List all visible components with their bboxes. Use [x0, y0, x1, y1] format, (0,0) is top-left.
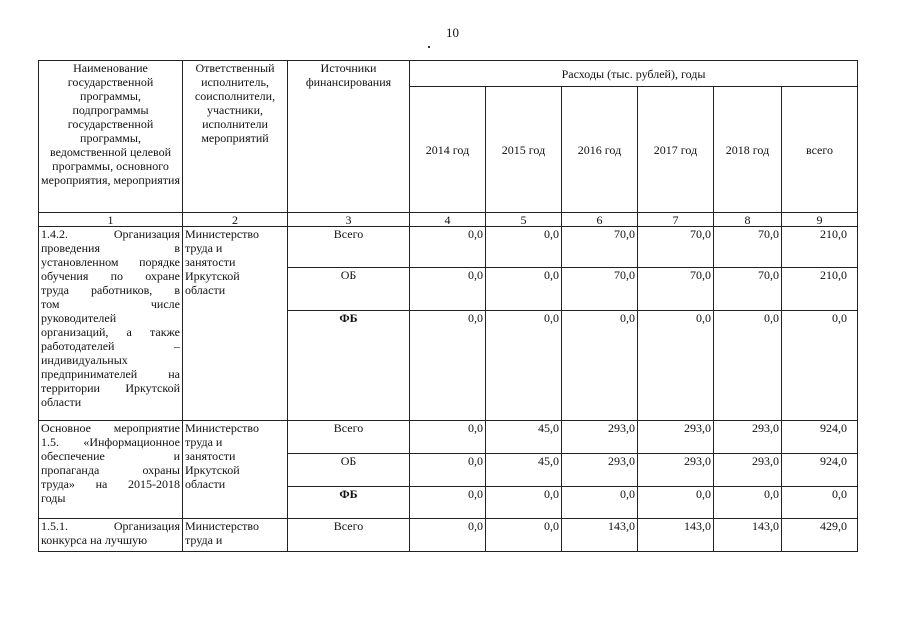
activity-name-line: 1.5. «Информационное	[41, 435, 180, 449]
header-expenses: Расходы (тыс. рублей), годы	[410, 61, 858, 87]
responsible-line: Иркутской	[185, 269, 240, 283]
activity-name-line: обеспечение и	[41, 449, 180, 463]
budget-table	[38, 60, 858, 552]
activity-name-line: труда» на 2015-2018	[41, 477, 180, 491]
activity-name-line: проведения в	[41, 241, 180, 255]
responsible-line: области	[185, 283, 226, 297]
activity-name-line: предпринимателей на	[41, 367, 180, 381]
activity-name-line: работодателей –	[41, 339, 180, 353]
table-row	[39, 421, 858, 454]
activity-name-line: территории Иркутской	[41, 381, 180, 395]
funding-source: Всего	[288, 227, 410, 268]
year-value: 45,0	[486, 454, 562, 487]
total-value: 210,0	[782, 268, 858, 311]
column-number: 1	[39, 213, 183, 227]
header-name: Наименование государственной программы, подпрограммы государственной программы, ведомственной целевой программы, основного мероприятия, мероприятия	[39, 61, 183, 213]
funding-source: ФБ	[288, 487, 410, 519]
activity-name-line: пропаганда охраны	[41, 463, 180, 477]
year-value: 0,0	[486, 487, 562, 519]
year-value: 0,0	[486, 519, 562, 552]
activity-name-line: конкурса на лучшую	[41, 533, 148, 547]
responsible-line: труда и	[185, 241, 223, 255]
activity-name-line: индивидуальных	[41, 353, 128, 367]
responsible-line: занятости	[185, 255, 236, 269]
year-value: 143,0	[638, 519, 714, 552]
total-value: 924,0	[782, 454, 858, 487]
year-value: 45,0	[486, 421, 562, 454]
year-value: 70,0	[714, 227, 782, 268]
year-value: 0,0	[410, 421, 486, 454]
scan-speck	[428, 46, 430, 48]
activity-name	[39, 519, 183, 552]
activity-name-line: организаций, а также	[41, 325, 180, 339]
year-value: 143,0	[714, 519, 782, 552]
activity-name	[39, 227, 183, 421]
year-value: 0,0	[714, 311, 782, 421]
table-row	[39, 519, 858, 552]
column-number: 7	[638, 213, 714, 227]
funding-source: ФБ	[288, 311, 410, 421]
funding-source: Всего	[288, 421, 410, 454]
activity-name-line: 1.5.1. Организация	[41, 519, 180, 533]
year-value: 70,0	[638, 227, 714, 268]
activity-name-line: руководителей	[41, 311, 117, 325]
year-value: 70,0	[714, 268, 782, 311]
year-value: 143,0	[562, 519, 638, 552]
year-value: 70,0	[562, 268, 638, 311]
year-value: 293,0	[714, 454, 782, 487]
activity-name-line: годы	[41, 491, 66, 505]
responsible-line: труда и	[185, 533, 223, 547]
responsible-line: Министерство	[185, 519, 259, 533]
year-value: 0,0	[410, 487, 486, 519]
header-year: всего	[782, 87, 858, 213]
activity-name-line: том числе	[41, 297, 180, 311]
activity-name-line: труда работников, в	[41, 283, 180, 297]
year-value: 0,0	[562, 311, 638, 421]
total-value: 0,0	[782, 487, 858, 519]
responsible-line: области	[185, 477, 226, 491]
year-value: 293,0	[638, 454, 714, 487]
year-value: 0,0	[410, 268, 486, 311]
year-value: 0,0	[486, 311, 562, 421]
year-value: 0,0	[638, 311, 714, 421]
header-year: 2017 год	[638, 87, 714, 213]
table-row	[39, 227, 858, 268]
year-value: 0,0	[410, 454, 486, 487]
responsible-executor	[183, 421, 288, 519]
activity-name	[39, 421, 183, 519]
year-value: 0,0	[410, 519, 486, 552]
activity-name-line: обучения по охране	[41, 269, 180, 283]
year-value: 0,0	[410, 227, 486, 268]
year-value: 0,0	[486, 268, 562, 311]
responsible-line: Иркутской	[185, 463, 240, 477]
year-value: 0,0	[638, 487, 714, 519]
funding-source: Всего	[288, 519, 410, 552]
column-number: 6	[562, 213, 638, 227]
funding-source: ОБ	[288, 454, 410, 487]
header-year: 2014 год	[410, 87, 486, 213]
responsible-line: Министерство	[185, 421, 259, 435]
year-value: 0,0	[410, 311, 486, 421]
column-number: 3	[288, 213, 410, 227]
year-value: 0,0	[486, 227, 562, 268]
year-value: 0,0	[562, 487, 638, 519]
header-responsible: Ответственный исполнитель, соисполнители, участники, исполнители мероприятий	[183, 61, 288, 213]
year-value: 70,0	[638, 268, 714, 311]
total-value: 924,0	[782, 421, 858, 454]
header-year: 2015 год	[486, 87, 562, 213]
year-value: 293,0	[638, 421, 714, 454]
responsible-line: труда и	[185, 435, 223, 449]
year-value: 293,0	[562, 454, 638, 487]
total-value: 429,0	[782, 519, 858, 552]
activity-name-line: установленном порядке	[41, 255, 180, 269]
funding-source: ОБ	[288, 268, 410, 311]
column-number: 2	[183, 213, 288, 227]
responsible-executor	[183, 519, 288, 552]
header-year: 2018 год	[714, 87, 782, 213]
total-value: 0,0	[782, 311, 858, 421]
year-value: 0,0	[714, 487, 782, 519]
responsible-line: Министерство	[185, 227, 259, 241]
page-number: 10	[446, 25, 459, 40]
activity-name-line: 1.4.2. Организация	[41, 227, 180, 241]
responsible-line: занятости	[185, 449, 236, 463]
column-number: 4	[410, 213, 486, 227]
column-number: 5	[486, 213, 562, 227]
column-number: 9	[782, 213, 858, 227]
header-year: 2016 год	[562, 87, 638, 213]
header-sources: Источники финансирования	[288, 61, 410, 213]
activity-name-line: Основное мероприятие	[41, 421, 180, 435]
activity-name-line: области	[41, 395, 82, 409]
responsible-executor	[183, 227, 288, 421]
year-value: 293,0	[714, 421, 782, 454]
total-value: 210,0	[782, 227, 858, 268]
year-value: 293,0	[562, 421, 638, 454]
column-number: 8	[714, 213, 782, 227]
year-value: 70,0	[562, 227, 638, 268]
